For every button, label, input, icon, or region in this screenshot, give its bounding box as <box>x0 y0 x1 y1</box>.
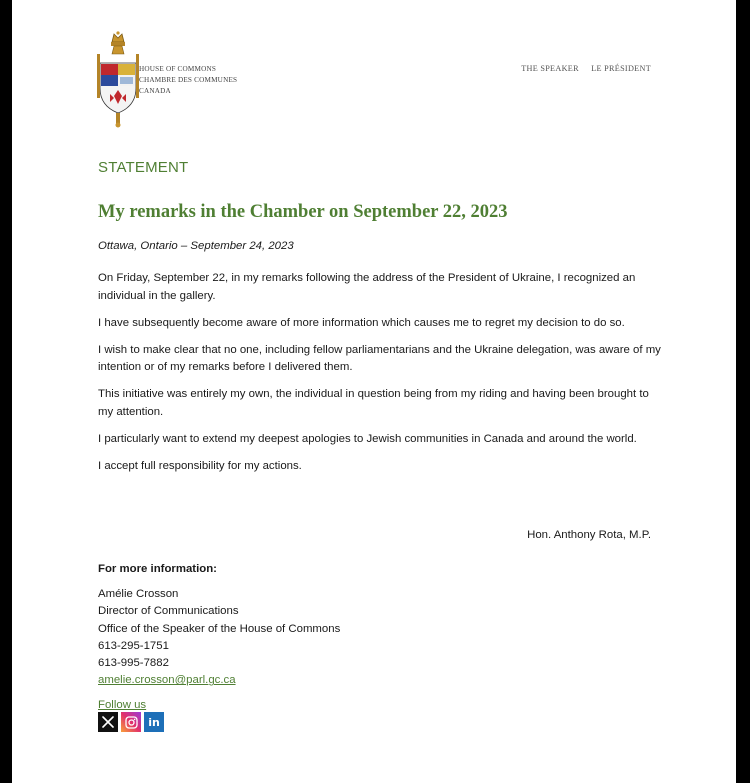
contact-phone-2: 613-995-7882 <box>98 657 169 670</box>
speaker-heading <box>521 64 651 73</box>
body-paragraph: On Friday, September 22, in my remarks following the address of the President of Ukraine, I recognized an individual in the gallery. <box>98 272 636 302</box>
signature: Hon. Anthony Rota, M.P. <box>527 529 651 541</box>
contact-email-link[interactable]: amelie.crosson@parl.gc.ca <box>98 674 236 687</box>
instagram-icon[interactable] <box>121 712 141 732</box>
house-of-commons-crest-icon <box>96 30 140 128</box>
linkedin-icon[interactable]: in <box>144 712 164 732</box>
contact-office: Office of the Speaker of the House of Commons <box>98 622 341 635</box>
document-page <box>12 0 736 783</box>
dateline: Ottawa, Ontario – September 24, 2023 <box>98 240 294 252</box>
body-paragraph: I accept full responsibility for my actions. <box>98 459 302 472</box>
contact-role: Director of Communications <box>98 605 239 618</box>
house-name-fr: CHAMBRE DES COMMUNES <box>139 76 238 84</box>
speaker-label-fr: LE PRÉSIDENT <box>591 64 651 73</box>
speaker-label-en: THE SPEAKER <box>521 64 579 73</box>
more-info-heading: For more information: <box>98 563 217 575</box>
follow-us-link[interactable]: Follow us <box>98 699 147 711</box>
document-type-label: STATEMENT <box>98 159 189 176</box>
statement-title: My remarks in the Chamber on September 22, 2023 <box>98 202 508 222</box>
contact-name: Amélie Crosson <box>98 588 179 600</box>
body-paragraph: This initiative was entirely my own, the individual in question being from my riding and having been brought to my attention. <box>98 388 649 418</box>
statement-body <box>98 270 663 485</box>
social-links <box>98 712 164 732</box>
house-name-en: HOUSE OF COMMONS <box>139 65 217 73</box>
body-paragraph: I particularly want to extend my deepest apologies to Jewish communities in Canada and around the world. <box>98 432 637 445</box>
x-icon[interactable] <box>98 712 118 732</box>
contact-block <box>98 586 340 690</box>
body-paragraph: I have subsequently become aware of more information which causes me to regret my decision to do so. <box>98 316 625 329</box>
contact-phone-1: 613-295-1751 <box>98 639 169 652</box>
house-name-block <box>139 64 237 97</box>
letterhead <box>12 0 736 130</box>
body-paragraph: I wish to make clear that no one, including fellow parliamentarians and the Ukraine delegation, was aware of my intention or of my remarks before I delivered them. <box>98 343 661 373</box>
house-name-country: CANADA <box>139 87 171 95</box>
